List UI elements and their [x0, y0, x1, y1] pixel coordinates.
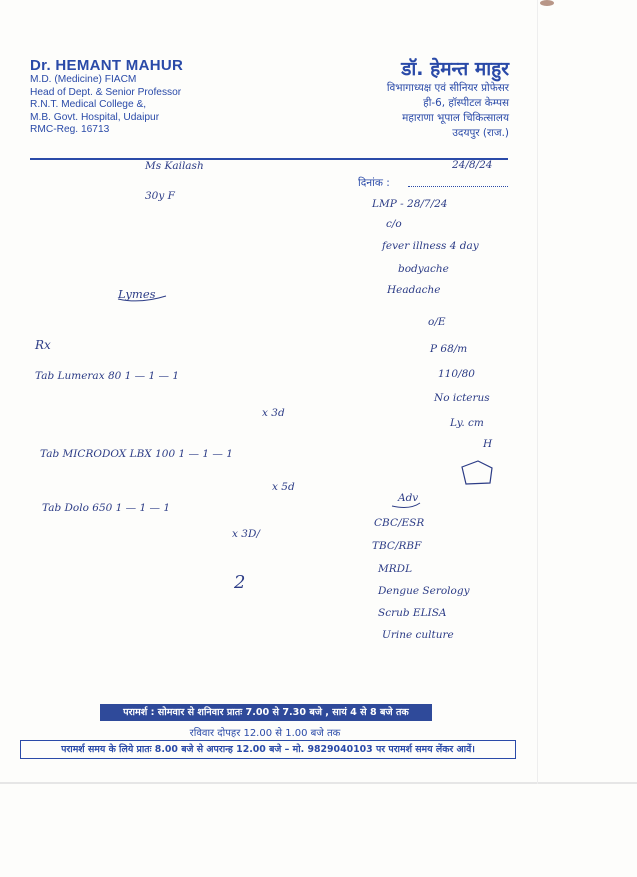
- rx-symbol: Rx: [35, 338, 51, 352]
- hospital-hindi: महाराणा भूपाल चिकित्सालय: [402, 112, 509, 124]
- qualification-line: M.D. (Medicine) FIACM: [30, 74, 137, 85]
- paper-edge: [0, 782, 637, 784]
- advice-underline: [392, 503, 420, 507]
- investigation-item: CBC/ESR: [374, 517, 425, 529]
- date-label: दिनांक :: [358, 177, 390, 189]
- exam-item: 110/80: [438, 368, 475, 380]
- paper-fold: [537, 0, 538, 784]
- investigation-item: MRDL: [378, 563, 413, 575]
- complaint-item: fever illness 4 day: [382, 240, 479, 252]
- complaints-heading: c/o: [386, 218, 402, 230]
- sunday-timings: रविवार दोपहर 12.00 से 1.00 बजे तक: [189, 728, 341, 739]
- investigation-item: Scrub ELISA: [378, 607, 447, 619]
- diagnosis-underline: [118, 296, 166, 301]
- exam-item: P 68/m: [430, 343, 468, 355]
- medication-line: Tab Dolo 650 1 — 1 — 1: [42, 502, 171, 514]
- diagnosis: Lymes: [118, 287, 156, 301]
- handwritten-date: 24/8/24: [452, 159, 493, 171]
- complaint-item: Headache: [387, 284, 441, 296]
- address-hindi: ही-6, हॉस्पीटल केम्पस: [423, 97, 509, 109]
- investigation-item: Dengue Serology: [378, 585, 470, 597]
- lmp-note: LMP - 28/7/24: [372, 198, 448, 210]
- doctor-name-english: Dr. HEMANT MAHUR: [30, 57, 184, 74]
- investigation-item: TBC/RBF: [372, 540, 422, 552]
- investigation-item: Urine culture: [382, 629, 454, 641]
- medication-line: Tab Lumerax 80 1 — 1 — 1: [35, 370, 180, 382]
- exam-item: H: [483, 438, 493, 450]
- medication-duration: x 3D/: [232, 528, 260, 540]
- college-line: R.N.T. Medical College &,: [30, 99, 147, 110]
- patient-age-sex: 30y F: [145, 190, 175, 202]
- exam-item: Ly. cm: [450, 417, 484, 429]
- medication-duration: x 5d: [272, 481, 295, 493]
- sketch-shape: [462, 461, 492, 484]
- complaint-item: bodyache: [398, 263, 449, 275]
- advice-heading: Adv: [398, 492, 419, 504]
- registration-line: RMC-Reg. 16713: [30, 124, 110, 135]
- doctor-name-hindi: डॉ. हेमन्त माहुर: [401, 58, 509, 80]
- appointment-info: परामर्श समय के लिये प्रातः 8.00 बजे से अपरान्ह 12.00 बजे – मो. 9829040103 पर परामर्श समय लेंकर आवें।: [20, 740, 516, 759]
- city-hindi: उदयपुर (राज.): [452, 127, 509, 139]
- followup-note: 2: [234, 572, 246, 593]
- patient-name: Ms Kailash: [145, 160, 204, 172]
- medication-duration: x 3d: [262, 407, 285, 419]
- consultation-timings: परामर्श : सोमवार से शनिवार प्रातः 7.00 से 7.30 बजे , सायं 4 से 8 बजे तक: [100, 704, 432, 721]
- exam-item: No icterus: [434, 392, 490, 404]
- medication-line: Tab MICRODOX LBX 100 1 — 1 — 1: [40, 448, 233, 460]
- designation-line: Head of Dept. & Senior Professor: [30, 86, 182, 98]
- designation-hindi: विभागाध्यक्ष एवं सीनियर प्रोफेसर: [386, 82, 509, 94]
- exam-heading: o/E: [428, 316, 446, 328]
- hospital-line: M.B. Govt. Hospital, Udaipur: [30, 111, 160, 123]
